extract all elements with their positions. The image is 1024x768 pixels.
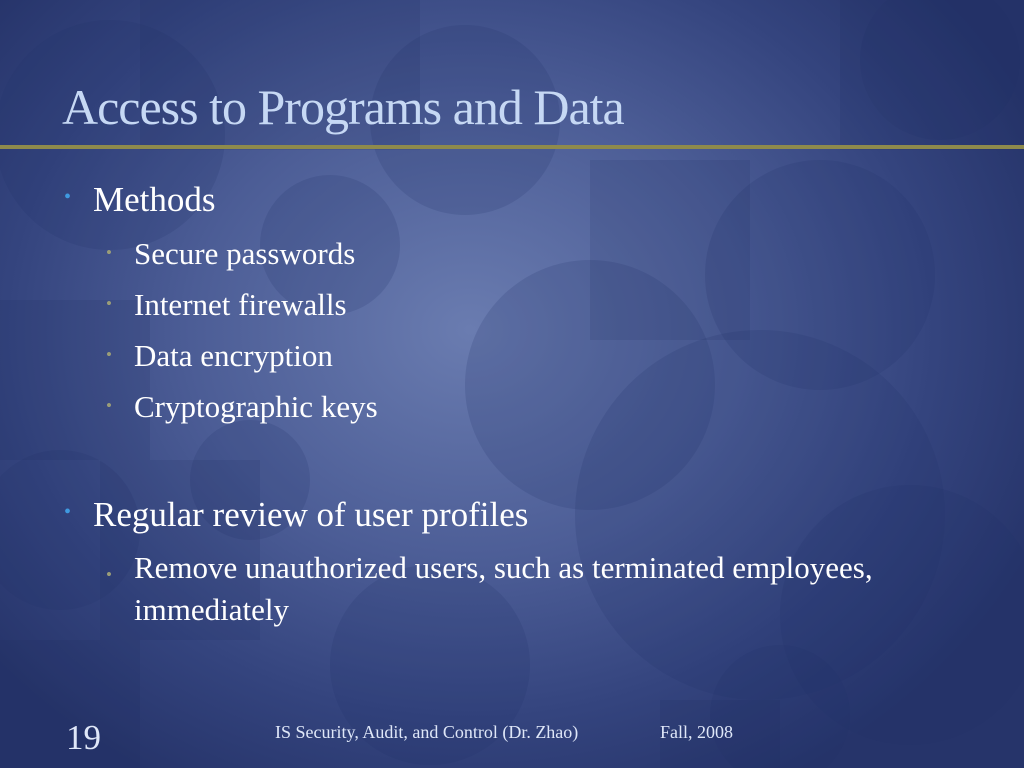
- sub-bullet-text: Internet firewalls: [134, 287, 347, 322]
- sub-bullet-secure-passwords: [106, 236, 356, 272]
- bullet-regular-review: [64, 495, 529, 535]
- sub-bullet-text: Data encryption: [134, 338, 333, 373]
- bullet-text: Regular review of user profiles: [93, 495, 529, 534]
- sub-bullet-cryptographic-keys: [106, 389, 378, 425]
- footer-course: IS Security, Audit, and Control (Dr. Zhao): [275, 722, 579, 742]
- bullet-dot-icon: •: [106, 345, 112, 364]
- bullet-dot-icon: •: [106, 294, 112, 313]
- bullet-dot-icon: •: [106, 243, 112, 262]
- bullet-dot-icon: •: [64, 186, 72, 208]
- slide-title: Access to Programs and Data: [62, 79, 624, 135]
- sub-bullet-text: Remove unauthorized users, such as terminated employees, immediately: [134, 550, 873, 627]
- footer-date: Fall, 2008: [660, 722, 734, 742]
- sub-bullet-remove-unauthorized: [106, 547, 894, 631]
- bullet-dot-icon: •: [64, 501, 72, 523]
- bullet-methods: [64, 180, 216, 220]
- bullet-text: Methods: [93, 180, 216, 219]
- bullet-dot-icon: •: [106, 396, 112, 415]
- sub-bullet-text: Cryptographic keys: [134, 389, 378, 424]
- slide-number: 19: [66, 718, 101, 757]
- sub-bullet-text: Secure passwords: [134, 236, 356, 271]
- bullet-dot-icon: •: [106, 565, 112, 584]
- sub-bullet-data-encryption: [106, 338, 333, 374]
- sub-bullet-internet-firewalls: [106, 287, 347, 323]
